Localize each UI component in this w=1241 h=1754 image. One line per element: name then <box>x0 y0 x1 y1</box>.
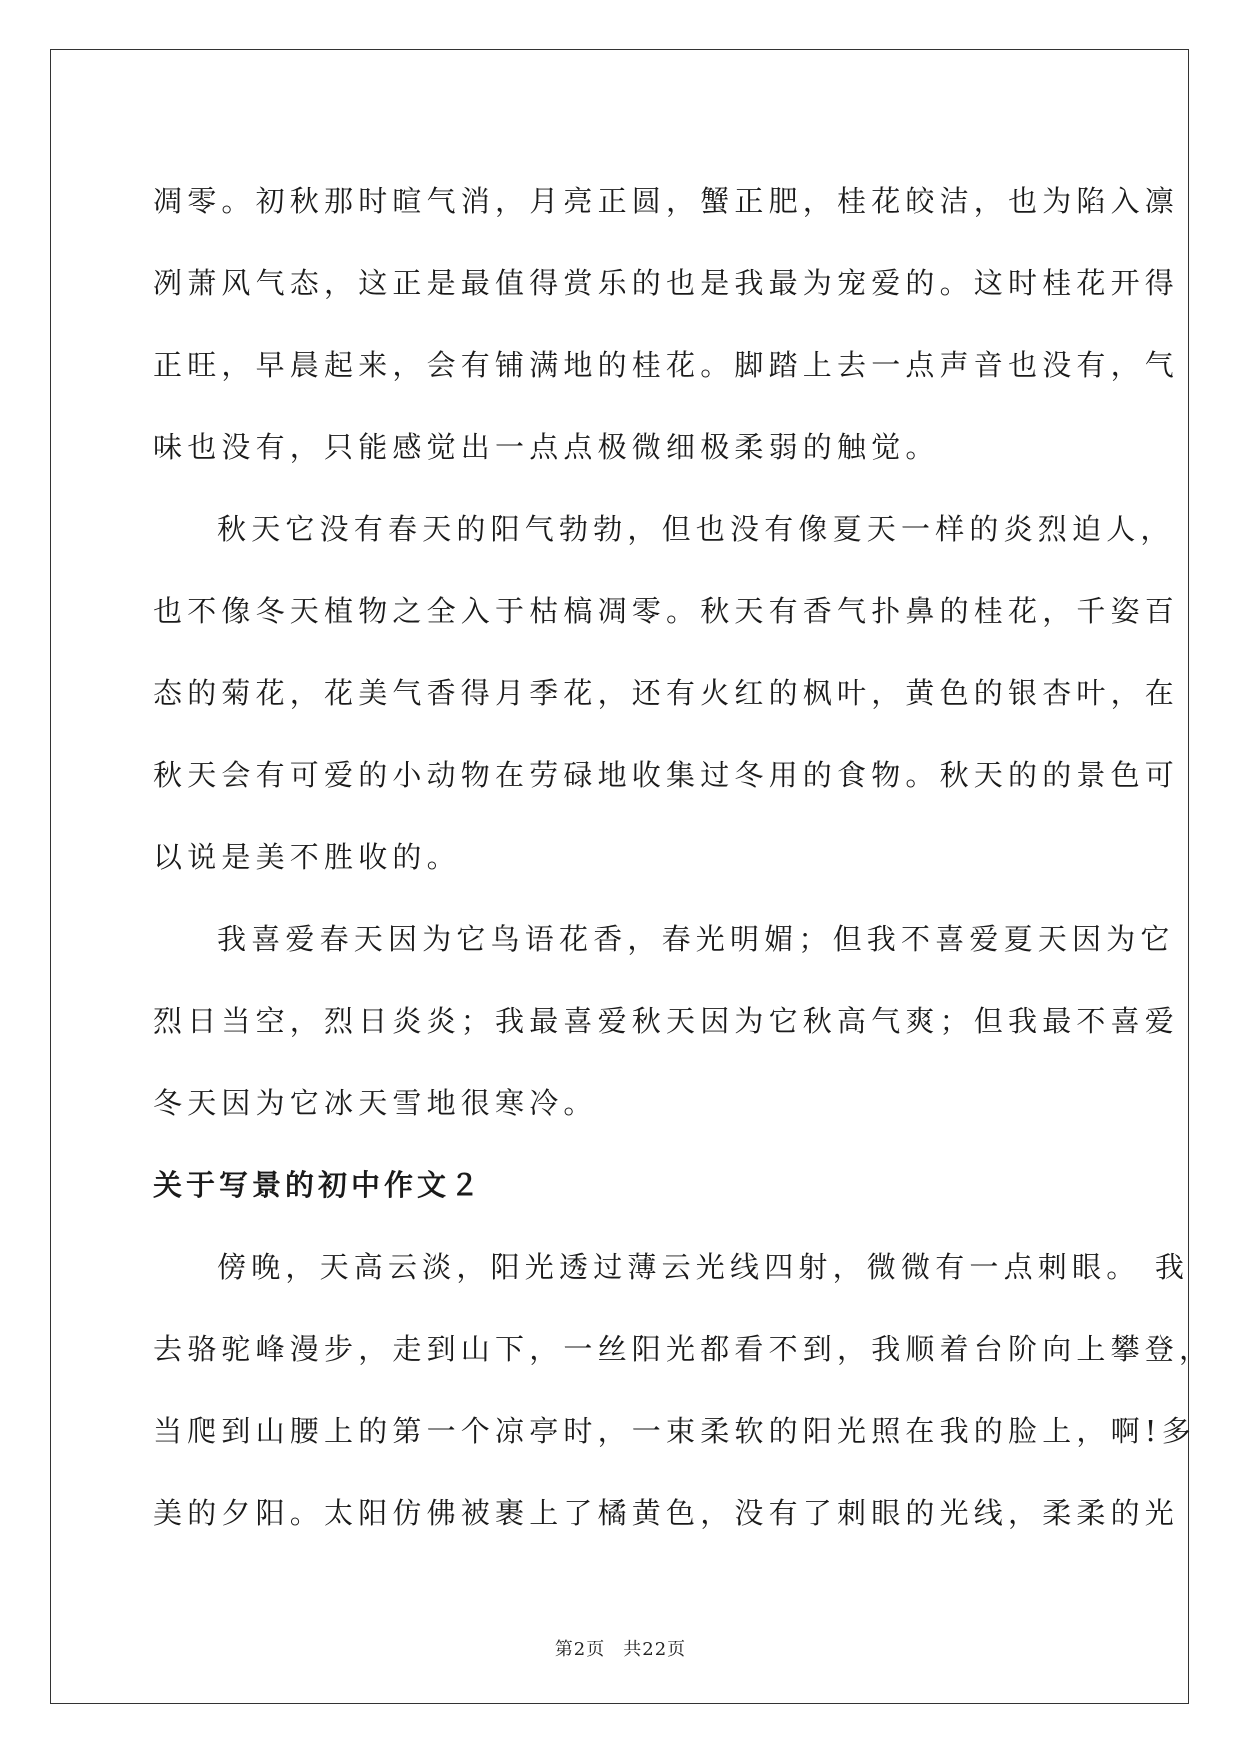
document-body <box>153 160 1214 1554</box>
page-footer <box>0 1635 1241 1661</box>
text-line: 态的菊花，花美气香得月季花，还有火红的枫叶，黄色的银杏叶，在 <box>153 676 1180 710</box>
paragraph-2 <box>153 488 1180 898</box>
text-line: 味也没有，只能感觉出一点点极微细极柔弱的触觉。 <box>153 430 940 464</box>
text-line: 冽萧风气态，这正是最值得赏乐的也是我最为宠爱的。这时桂花开得 <box>153 266 1180 300</box>
text-line: 烈日当空，烈日炎炎；我最喜爱秋天因为它秋高气爽；但我最不喜爱 <box>153 1004 1180 1038</box>
text-line: 以说是美不胜收的。 <box>153 840 461 874</box>
text-line: 傍晚，天高云淡，阳光透过薄云光线四射，微微有一点刺眼。 我 <box>217 1250 1190 1284</box>
page-number: 第2页 <box>554 1639 606 1660</box>
text-line: 去骆驼峰漫步，走到山下，一丝阳光都看不到，我顺着台阶向上攀登， <box>153 1332 1214 1366</box>
text-line: 凋零。初秋那时暄气消，月亮正圆，蟹正肥，桂花皎洁，也为陷入凛 <box>153 184 1180 218</box>
paragraph-4 <box>153 1226 1214 1554</box>
paragraph-1 <box>153 160 1180 488</box>
text-line: 当爬到山腰上的第一个凉亭时，一束柔软的阳光照在我的脸上，啊!多 <box>153 1414 1196 1448</box>
section-heading: 关于写景的初中作文２ <box>153 1168 484 1202</box>
paragraph-3 <box>153 898 1180 1144</box>
text-line: 正旺，早晨起来，会有铺满地的桂花。脚踏上去一点声音也没有，气 <box>153 348 1180 382</box>
text-line: 冬天因为它冰天雪地很寒冷。 <box>153 1086 598 1120</box>
text-line: 美的夕阳。太阳仿佛被裹上了橘黄色，没有了刺眼的光线，柔柔的光 <box>153 1496 1180 1530</box>
text-line: 我喜爱春天因为它鸟语花香，春光明媚；但我不喜爱夏天因为它 <box>217 922 1175 956</box>
page-total: 共22页 <box>623 1639 687 1660</box>
text-line: 秋天它没有春天的阳气勃勃，但也没有像夏天一样的炎烈迫人， <box>217 512 1175 546</box>
text-line: 秋天会有可爱的小动物在劳碌地收集过冬用的食物。秋天的的景色可 <box>153 758 1180 792</box>
text-line: 也不像冬天植物之全入于枯槁凋零。秋天有香气扑鼻的桂花，千姿百 <box>153 594 1180 628</box>
